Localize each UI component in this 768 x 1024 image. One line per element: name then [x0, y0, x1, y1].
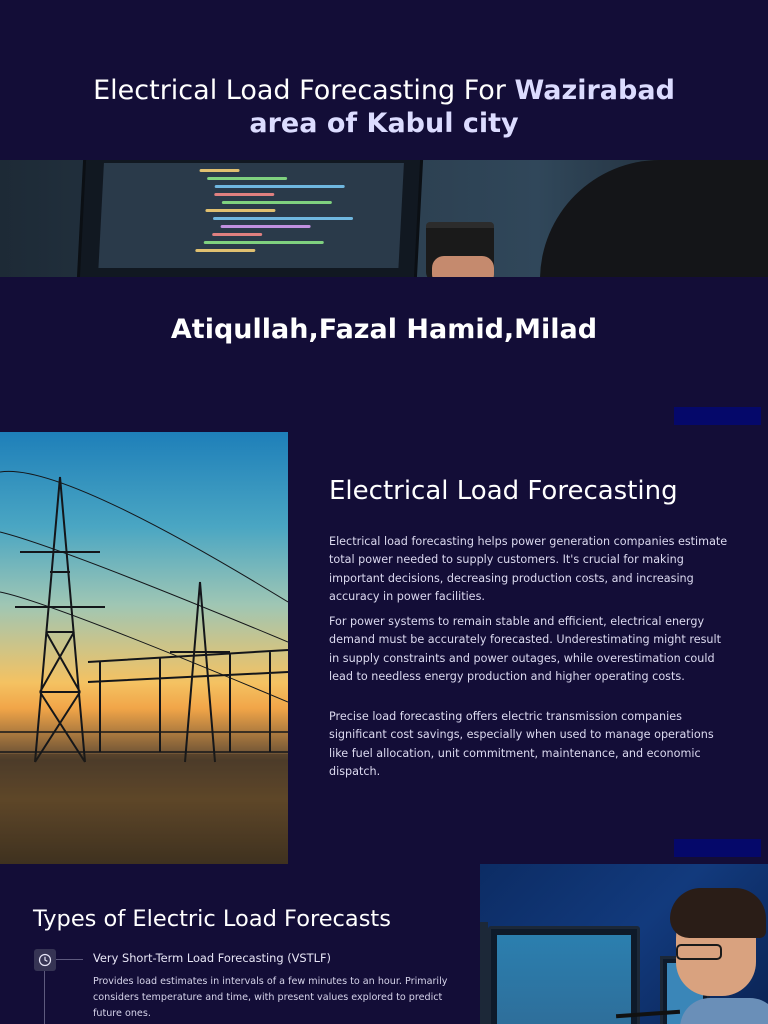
- section-heading-load-forecasting: Electrical Load Forecasting: [329, 476, 678, 506]
- monitor-screen: [98, 163, 404, 268]
- timeline-connector: [56, 959, 83, 960]
- authors: Atiqullah,Fazal Hamid,Milad: [170, 314, 598, 345]
- analyst-shirt: [680, 998, 768, 1024]
- transmission-tower-drawing: [0, 432, 288, 864]
- monitor: [77, 160, 424, 277]
- section-heading-forecast-types: Types of Electric Load Forecasts: [33, 906, 391, 932]
- paragraph-2: For power systems to remain stable and efficient, electrical energy demand must be accurately forecasted. Underestimating might result in supply constraints and power outages, while overestimation could lead to needless energy production and higher operating costs.: [329, 615, 721, 683]
- accent-bar-2: [674, 839, 761, 857]
- presentation-title: [0, 74, 768, 140]
- paragraph-3: Precise load forecasting offers electric transmission companies significant cost savings, especially when used to manage operations like fuel allocation, unit commitment, maintenance, and economic dispatch.: [329, 710, 714, 778]
- forecast-type-title: Very Short-Term Load Forecasting (VSTLF): [93, 951, 331, 965]
- title-strong-line1: Wazirabad: [514, 75, 675, 106]
- analyst-monitor-image: [480, 864, 768, 1024]
- person-shoulder: [540, 160, 768, 277]
- forecast-type-description: Provides load estimates in intervals of a few minutes to an hour. Primarily considers temperature and time, with present values explored to predict future ones.: [93, 976, 448, 1019]
- glasses-icon: [676, 944, 722, 960]
- monitor-left: [488, 926, 640, 1024]
- analyst-hair: [670, 888, 766, 938]
- title-plain-text: Electrical Load Forecasting For: [93, 75, 515, 106]
- clock-icon: [34, 949, 56, 971]
- title-strong-line2: area of Kabul city: [249, 108, 519, 139]
- power-tower-image: [0, 432, 288, 864]
- hand: [432, 256, 494, 277]
- accent-bar: [674, 407, 761, 425]
- paragraph-1: Electrical load forecasting helps power generation companies estimate total power needed to supply customers. It's crucial for making important decisions, decreasing production costs, and increasing accuracy in power facilities.: [329, 535, 728, 603]
- timeline-line: [44, 971, 45, 1024]
- hero-image-code-monitor: [0, 160, 768, 277]
